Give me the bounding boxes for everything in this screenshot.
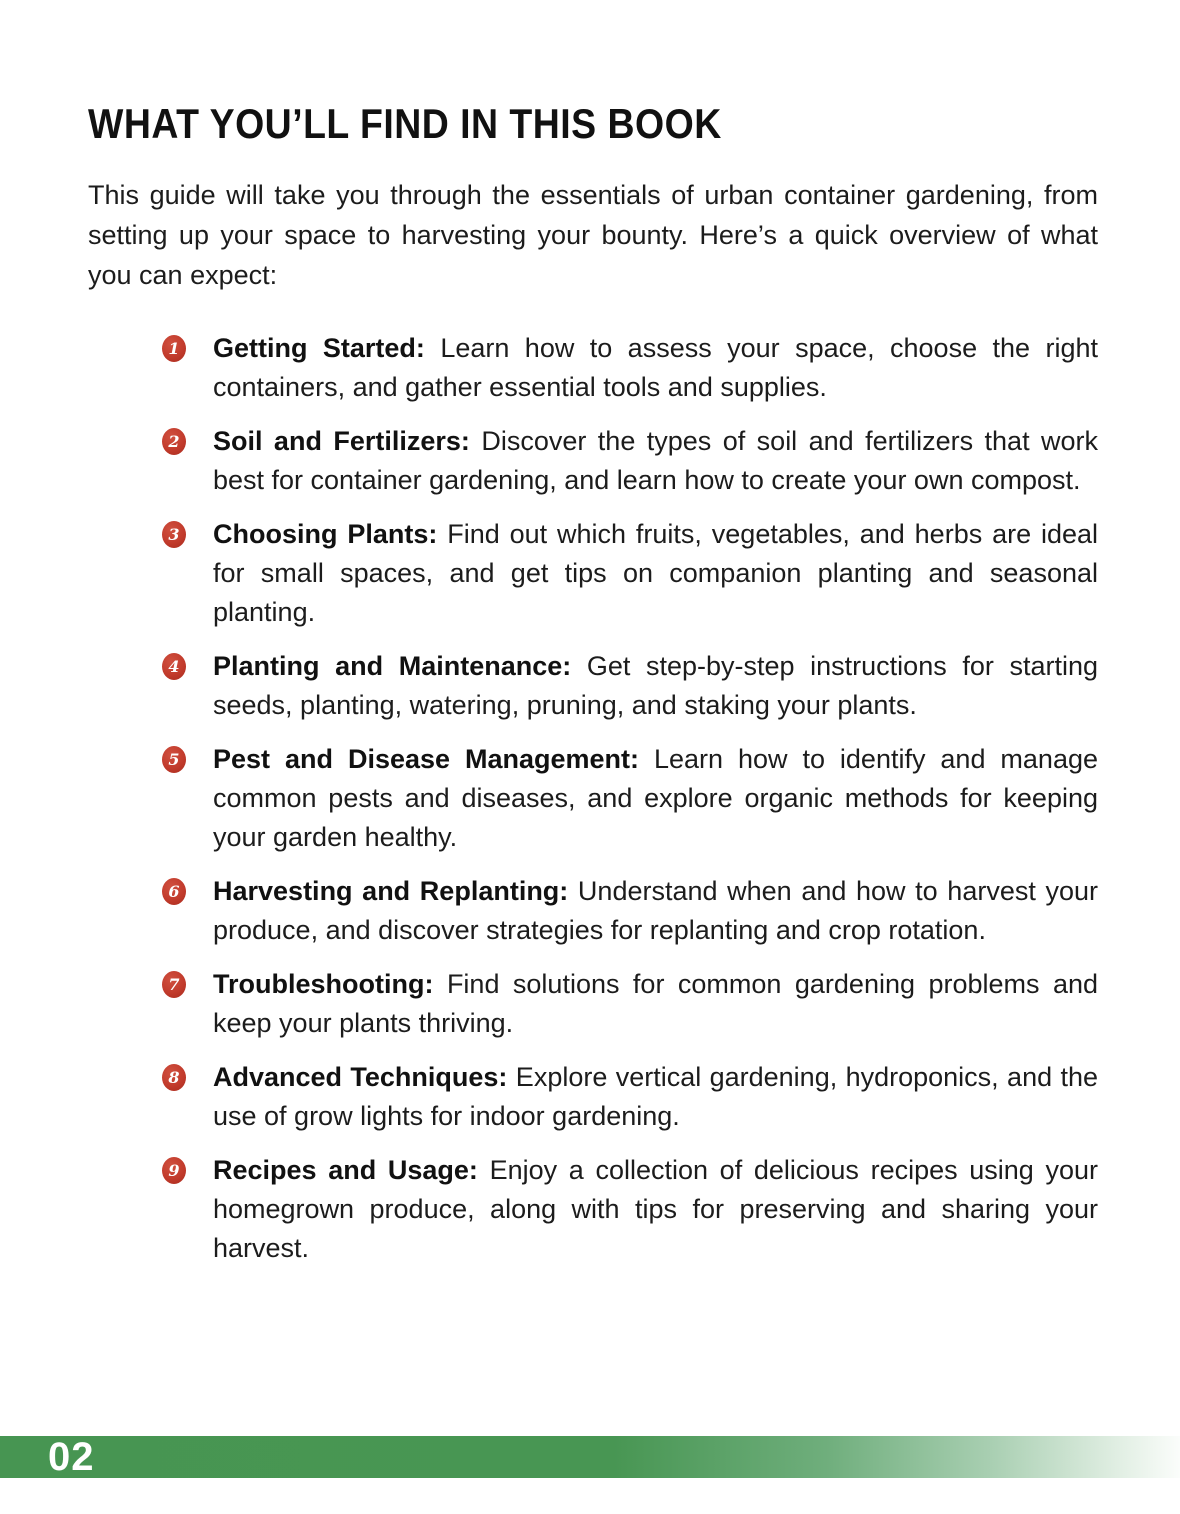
list-item: [88, 1151, 1098, 1268]
item-label: Troubleshooting:: [213, 969, 434, 999]
item-label: Harvesting and Replanting:: [213, 876, 569, 906]
item-label: Soil and Fertilizers:: [213, 426, 470, 456]
item-label: Recipes and Usage:: [213, 1155, 478, 1185]
item-number-badge: 8: [162, 1064, 186, 1091]
item-number-badge: 5: [162, 746, 186, 773]
item-number-badge: 2: [162, 428, 186, 455]
list-item: [88, 965, 1098, 1043]
page-content: [88, 103, 1098, 1283]
page-number: 02: [48, 1435, 95, 1479]
item-description: Discover the types of soil and fertilizers that work best for container gardening, and learn how to create your own compost.: [213, 426, 1099, 495]
item-label: Advanced Techniques:: [213, 1062, 508, 1092]
list-item: [88, 740, 1098, 857]
item-text: [213, 872, 1098, 950]
badge-column: [88, 422, 213, 455]
item-description: Learn how to identify and manage common pests and diseases, and explore organic methods for keeping your garden healthy.: [213, 744, 1098, 852]
list-item: [88, 647, 1098, 725]
item-label: Planting and Maintenance:: [213, 651, 572, 681]
item-number-badge: 4: [162, 653, 186, 680]
badge-column: [88, 1058, 213, 1091]
page-title: WHAT YOU’LL FIND IN THIS BOOK: [88, 101, 722, 148]
item-label: Choosing Plants:: [213, 519, 438, 549]
item-label: Pest and Disease Management:: [213, 744, 639, 774]
item-label: Getting Started:: [213, 333, 425, 363]
overview-list: [88, 329, 1098, 1268]
list-item: [88, 422, 1098, 500]
item-text: [213, 515, 1098, 632]
item-number-badge: 6: [162, 878, 186, 905]
item-number-badge: 9: [162, 1157, 186, 1184]
item-number-badge: 1: [162, 335, 186, 362]
item-description: Understand when and how to harvest your produce, and discover strategies for replanting and crop rotation.: [213, 876, 1098, 945]
item-text: [213, 647, 1098, 725]
footer-bar: [0, 1436, 1180, 1478]
badge-column: [88, 740, 213, 773]
item-text: [213, 329, 1098, 407]
item-description: Find solutions for common gardening problems and keep your plants thriving.: [213, 969, 1098, 1038]
list-item: [88, 515, 1098, 632]
item-text: [213, 422, 1098, 500]
list-item: [88, 329, 1098, 407]
badge-column: [88, 965, 213, 998]
item-text: [213, 740, 1098, 857]
item-number-badge: 7: [162, 971, 186, 998]
item-description: Learn how to assess your space, choose the right containers, and gather essential tools and supplies.: [213, 333, 1098, 402]
intro-paragraph: This guide will take you through the essentials of urban container gardening, from setting up your space to harvesting your bounty. Here’s a quick overview of what you can expect:: [88, 180, 1098, 290]
item-text: [213, 965, 1098, 1043]
item-text: [213, 1151, 1098, 1268]
badge-column: [88, 515, 213, 548]
badge-column: [88, 1151, 213, 1184]
list-item: [88, 1058, 1098, 1136]
item-description: Enjoy a collection of delicious recipes using your homegrown produce, along with tips for preserving and sharing your harvest.: [213, 1155, 1098, 1263]
item-description: Explore vertical gardening, hydroponics, and the use of grow lights for indoor gardening.: [213, 1062, 1098, 1131]
item-number-badge: 3: [162, 521, 186, 548]
item-description: Get step-by-step instructions for starting seeds, planting, watering, pruning, and staking your plants.: [213, 651, 1098, 720]
badge-column: [88, 872, 213, 905]
badge-column: [88, 647, 213, 680]
item-description: Find out which fruits, vegetables, and herbs are ideal for small spaces, and get tips on companion planting and seasonal planting.: [213, 519, 1099, 627]
badge-column: [88, 329, 213, 362]
item-text: [213, 1058, 1098, 1136]
list-item: [88, 872, 1098, 950]
